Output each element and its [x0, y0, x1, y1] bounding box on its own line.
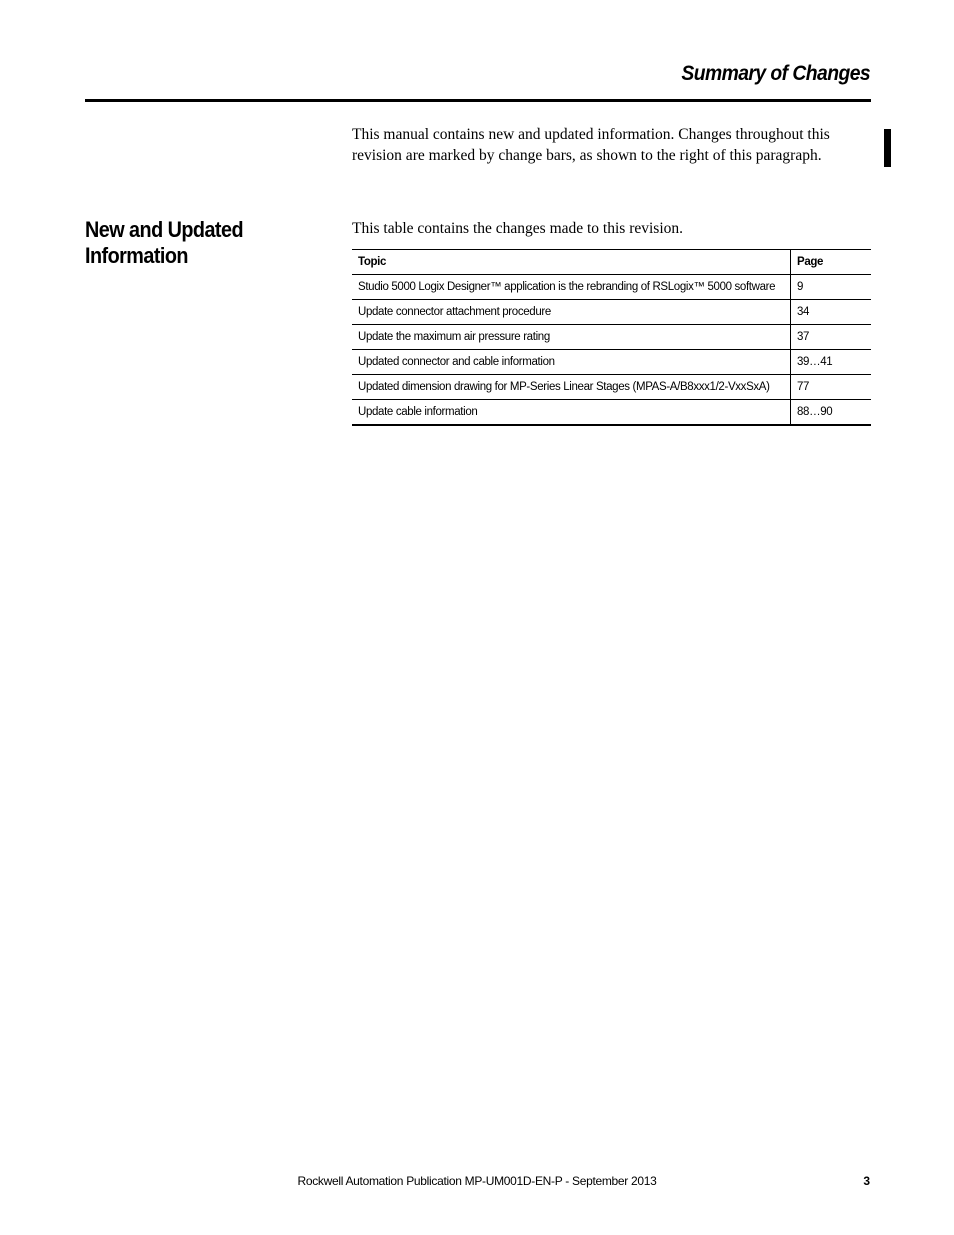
- section-heading: New and Updated Information: [85, 217, 244, 268]
- topic-cell: Updated dimension drawing for MP-Series Linear Stages (MPAS-A/B8xxx1/2-VxxSxA): [352, 375, 791, 400]
- topic-cell: Updated connector and cable information: [352, 350, 791, 375]
- column-header-topic: Topic: [352, 250, 791, 275]
- page-header-title: Summary of Changes: [681, 62, 870, 85]
- intro-paragraph: This manual contains new and updated information. Changes throughout this revision are marked by change bars, as shown to the right of this paragraph.: [352, 126, 830, 164]
- header-rule: [85, 99, 871, 102]
- table-header-row: [352, 250, 871, 275]
- topic-cell: Studio 5000 Logix Designer™ application is the rebranding of RSLogix™ 5000 software: [352, 275, 791, 300]
- table-row: [352, 300, 871, 325]
- topic-cell: Update connector attachment procedure: [352, 300, 791, 325]
- topic-cell: Update the maximum air pressure rating: [352, 325, 791, 350]
- table-intro: This table contains the changes made to this revision.: [352, 220, 684, 237]
- topic-cell: Update cable information: [352, 400, 791, 426]
- page-cell: 37: [791, 325, 872, 350]
- footer-page-number: 3: [863, 1174, 870, 1188]
- table-row: [352, 375, 871, 400]
- table-row: [352, 350, 871, 375]
- change-bar: [884, 129, 891, 167]
- page-cell: 34: [791, 300, 872, 325]
- page-cell: 39…41: [791, 350, 872, 375]
- table-row: [352, 400, 871, 426]
- page-cell: 88…90: [791, 400, 872, 426]
- table-row: [352, 325, 871, 350]
- changes-table: [352, 249, 871, 426]
- page-cell: 9: [791, 275, 872, 300]
- page-cell: 77: [791, 375, 872, 400]
- table-row: [352, 275, 871, 300]
- column-header-page: Page: [791, 250, 872, 275]
- footer-publication: Rockwell Automation Publication MP-UM001D-EN-P - September 2013: [297, 1174, 657, 1188]
